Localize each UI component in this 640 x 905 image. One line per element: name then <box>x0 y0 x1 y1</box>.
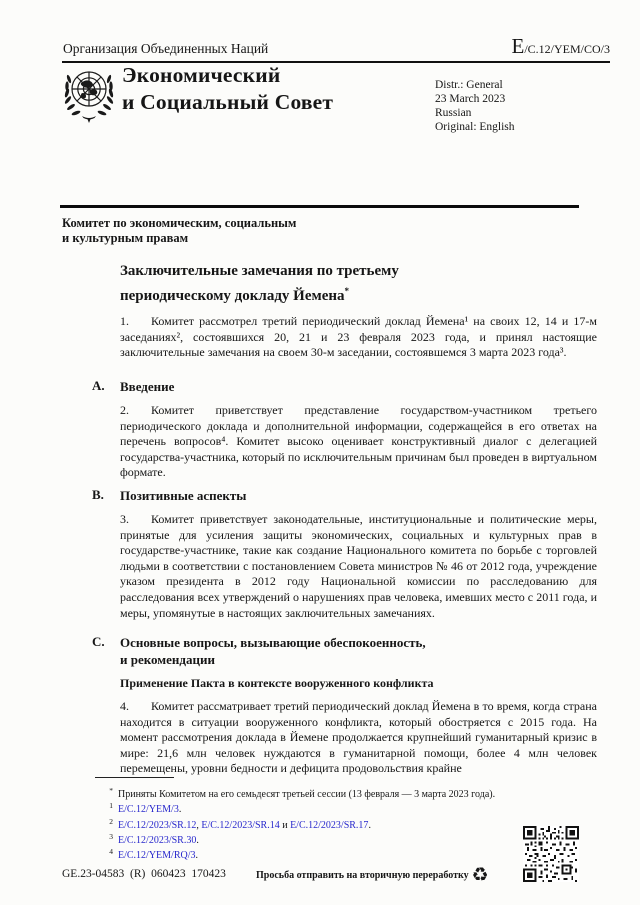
paragraph-number: 2. <box>120 403 129 417</box>
paragraph-text: Комитет рассмотрел третий периодический доклад Йемена¹ на своих 12, 14 и 17-м заседаниях², состоявшихся 20, 21 и 23 февраля 2023 года, и принял настоящие заключительные замечания на своем 30-м заседании, состоявшемся 3 марта 2023 года³. <box>120 314 597 360</box>
footnote-link[interactable]: E/C.12/YEM/3 <box>118 804 179 816</box>
footnote-text: . <box>368 819 371 831</box>
distr-line: Distr.: General <box>435 79 503 91</box>
sub-heading: Применение Пакта в контексте вооруженного конфликта <box>120 676 434 690</box>
council-title-line1: Экономический <box>122 63 281 87</box>
document-symbol-letter: E <box>511 34 525 58</box>
paragraph-2 <box>120 403 597 481</box>
section-title: Позитивные аспекты <box>120 488 247 503</box>
footnote-link[interactable]: E/C.12/2023/SR.17 <box>290 819 369 831</box>
council-title-line2: и Социальный Совет <box>122 90 334 114</box>
page-title <box>120 262 399 306</box>
paragraph-text: Комитет приветствует законодательные, институциональные и политические меры, принятые для усиления защиты экономических, социальных и культурных прав в государстве-участнике, такие как создание Национального комитета по борьбе с торговлей людьми в соответствии с постановлением Совета министров № 46 от 2012 года, учреждение указом президента в 2012 году Национальной комиссии по расследованию для расследования всех утверждений о нарушениях прав человека, имевших место с 2011 года, и меры, упомянутые в настоящих заключительных замечаниях. <box>120 512 597 620</box>
section-letter: B. <box>92 487 104 502</box>
footnote-marker: 4 <box>109 847 113 857</box>
footnote-link[interactable]: E/C.12/YEM/RQ/3 <box>118 850 196 862</box>
section-letter: C. <box>92 634 105 649</box>
footnote-marker: 2 <box>109 816 113 826</box>
footnote-text: Приняты Комитетом на его семьдесят третьей сессии (13 февраля — 3 марта 2023 года). <box>118 789 496 800</box>
footnote-text: , <box>196 819 202 831</box>
distr-original: Original: English <box>435 121 515 133</box>
section-title-line1: Основные вопросы, вызывающие обеспокоенность, <box>120 635 426 650</box>
paragraph-number: 4. <box>120 699 129 713</box>
section-heading-b <box>92 487 246 504</box>
document-symbol-rest: /C.12/YEM/CO/3 <box>524 42 610 56</box>
document-symbol <box>511 34 610 59</box>
un-emblem-icon <box>62 64 116 131</box>
recycle-notice <box>256 866 489 885</box>
distribution-block <box>435 78 515 134</box>
distr-date: 23 March 2023 <box>435 93 506 105</box>
section-letter: A. <box>92 378 105 393</box>
section-divider <box>60 205 579 208</box>
footnote-2 <box>96 816 596 831</box>
footnote-link[interactable]: E/C.12/2023/SR.14 <box>201 819 280 831</box>
committee-name-line2: и культурным правам <box>62 231 189 245</box>
footnote-3 <box>96 831 596 846</box>
footnote-text: . <box>196 834 199 846</box>
section-title-line2: и рекомендации <box>120 652 215 667</box>
un-org-name: Организация Объединенных Наций <box>63 41 269 56</box>
footnote-marker: 3 <box>109 831 113 841</box>
committee-name-line1: Комитет по экономическим, социальным <box>62 216 297 230</box>
paragraph-4 <box>120 699 597 777</box>
footnote-link[interactable]: E/C.12/2023/SR.30 <box>118 834 197 846</box>
section-heading-c <box>92 634 426 668</box>
paragraph-number: 3. <box>120 512 129 526</box>
paragraph-number: 1. <box>120 314 129 328</box>
distr-language: Russian <box>435 107 472 119</box>
page-title-line2-text: периодическому докладу Йемена <box>120 287 345 304</box>
footnote-separator <box>95 777 174 778</box>
section-heading-a <box>92 378 174 395</box>
section-title: Введение <box>120 379 175 394</box>
paragraph-text: Комитет приветствует представление государством-участником третьего периодического доклада и дополнительной информации, содержащейся в его ответах на перечень вопросов⁴. Комитет высоко оценивает конструктивный диалог с делегацией государства-участника, который по исключительным причинам был проведен в виртуальном формате. <box>120 403 597 480</box>
footnote-star <box>96 785 596 800</box>
footnote-text: и <box>279 819 291 831</box>
footnote-marker: 1 <box>109 801 113 811</box>
footnote-text: . <box>195 850 199 862</box>
footnote-1 <box>96 800 596 815</box>
paragraph-text: Комитет рассматривает третий периодический доклад Йемена в то время, когда страна находится в ситуации вооруженного конфликта, который обостряется с 2015 года. На момент рассмотрения доклада в Йемене продолжается крупнейший гуманитарный кризис в мире: 21,6 млн человек нуждаются в гуманитарной помощи, более 4 млн человек перемещены, уровни бедности и дефицита продовольствия крайне <box>120 699 597 776</box>
footnote-link[interactable]: E/C.12/2023/SR.12 <box>118 819 197 831</box>
paragraph-3 <box>120 512 597 621</box>
page-title-line1: Заключительные замечания по третьему <box>120 263 399 279</box>
footnote-text: . <box>178 804 182 816</box>
recycle-icon: ♻ <box>471 864 489 886</box>
committee-name <box>62 216 296 246</box>
footnote-marker: * <box>109 786 113 795</box>
ge-document-number: GE.23-04583 (R) 060423 170423 <box>62 868 226 880</box>
qr-code <box>523 825 579 888</box>
paragraph-1 <box>120 314 597 361</box>
footnote-4 <box>96 846 596 861</box>
footnotes <box>96 785 596 861</box>
council-title <box>122 62 333 116</box>
page-title-line2 <box>120 282 399 307</box>
title-footnote-marker: * <box>344 285 349 296</box>
recycle-text: Просьба отправить на вторичную переработку <box>256 870 469 881</box>
